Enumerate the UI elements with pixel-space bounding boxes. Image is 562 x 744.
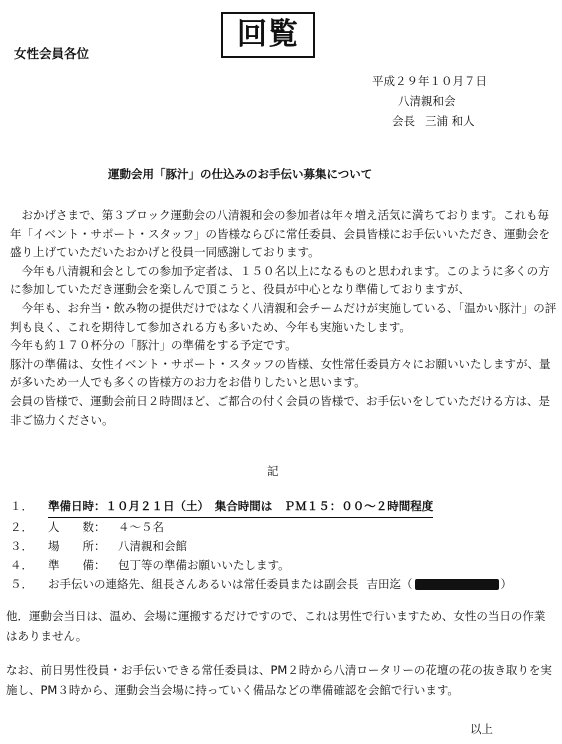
body-paragraph: 会員の皆様で、運動会前日２時間ほど、ご都合の付く会員の皆様で、お手伝いをしていただける方は、是非ご協力ください。 xyxy=(10,393,551,427)
body-paragraph: おかげさまで、第３ブロック運動会の八清親和会の参加者は年々増え活気に満ちております。これも毎年「イベント・サポート・スタッフ」の皆様ならびに常任委員、会員皆様にお手伝いいただき、運動会を盛り上げていただいたおかげと役員一同感謝しております。 xyxy=(10,208,551,260)
body-paragraph: 今年も約１７０杯分の「豚汁」の準備をする予定です。 xyxy=(10,338,297,353)
item-label: 場 所： xyxy=(48,539,106,553)
item-label: 準 備： xyxy=(48,558,106,572)
details-list xyxy=(10,497,512,594)
circular-stamp: 回覧 xyxy=(221,12,315,58)
item-number: ３． xyxy=(10,539,33,553)
organization-name: 八清親和会 xyxy=(398,94,456,108)
item-label: お手伝いの連絡先、組長さんあるいは常任委員または副会長 xyxy=(48,577,359,591)
body-paragraph: 今年も、お弁当・飲み物の提供だけではなく八清親和会チームだけが実施している、「温かい豚汁」の評判も良く、これを期待して参加される方も多いため、今年も実施いたします。 xyxy=(10,300,557,334)
sender xyxy=(392,113,485,129)
item-first-line xyxy=(48,497,433,518)
item-number: ４． xyxy=(10,558,33,572)
item-label: 準備日時： xyxy=(48,499,106,513)
item-value xyxy=(367,575,513,594)
body-paragraph: 豚汁の準備は、女性イベント・サポート・スタッフの皆様、女性常任委員方々にお願いいたしますが、量が多いため一人でも多くの皆様方のお力をお借りしたいと思います。 xyxy=(10,356,551,390)
document-title: 運動会用「豚汁」の仕込みのお手伝い募集について xyxy=(108,167,373,181)
redaction-bar xyxy=(415,579,499,590)
item-number: １． xyxy=(10,499,33,513)
sender-role: 会長 xyxy=(392,114,415,128)
detail-item xyxy=(10,497,512,518)
detail-item xyxy=(10,575,512,594)
note-other: 他．運動会当日は、温め、会場に運搬するだけですので、これは男性で行いますため、女性の当日の作業はありません。 xyxy=(6,609,546,643)
closing-ijou: 以上 xyxy=(470,722,493,736)
ki-heading: 記 xyxy=(267,464,279,478)
item-value: 八清親和会館 xyxy=(118,539,187,553)
body-paragraph: 今年も八清親和会としての参加予定者は、１５０名以上になるものと思われます。このように多くの方に参加していただき運動会を楽しんで頂こうと、役員が中心となり準備しておりますが、 xyxy=(10,263,550,297)
item-value: 包丁等の準備お願いいたします。 xyxy=(118,558,290,572)
item-label: 人 数： xyxy=(48,520,106,534)
detail-item xyxy=(10,537,512,556)
item-number: ２． xyxy=(10,520,33,534)
body-text xyxy=(10,206,558,429)
item-value: ４～５名 xyxy=(118,520,164,534)
sender-name: 三浦 和人 xyxy=(425,114,475,128)
item-value: １０月２１日（土） 集合時間は ＰＭ１５：００～２時間程度 xyxy=(105,499,434,513)
detail-item xyxy=(10,518,512,537)
contact-close-paren: ） xyxy=(500,577,512,591)
detail-item xyxy=(10,556,512,575)
item-number: ５． xyxy=(10,577,33,591)
note-additional: なお、前日男性役員・お手伝いできる常任委員は、PM２時から八清ロータリーの花壇の花の抜き取りを実施し、PM３時から、運動会当会場に持っていく備品などの準備確認を会館で行います。 xyxy=(6,663,552,697)
document-date: 平成２９年１０月７日 xyxy=(372,74,487,88)
addressee: 女性会員各位 xyxy=(14,46,90,61)
contact-name: 吉田迄（ xyxy=(366,577,413,591)
